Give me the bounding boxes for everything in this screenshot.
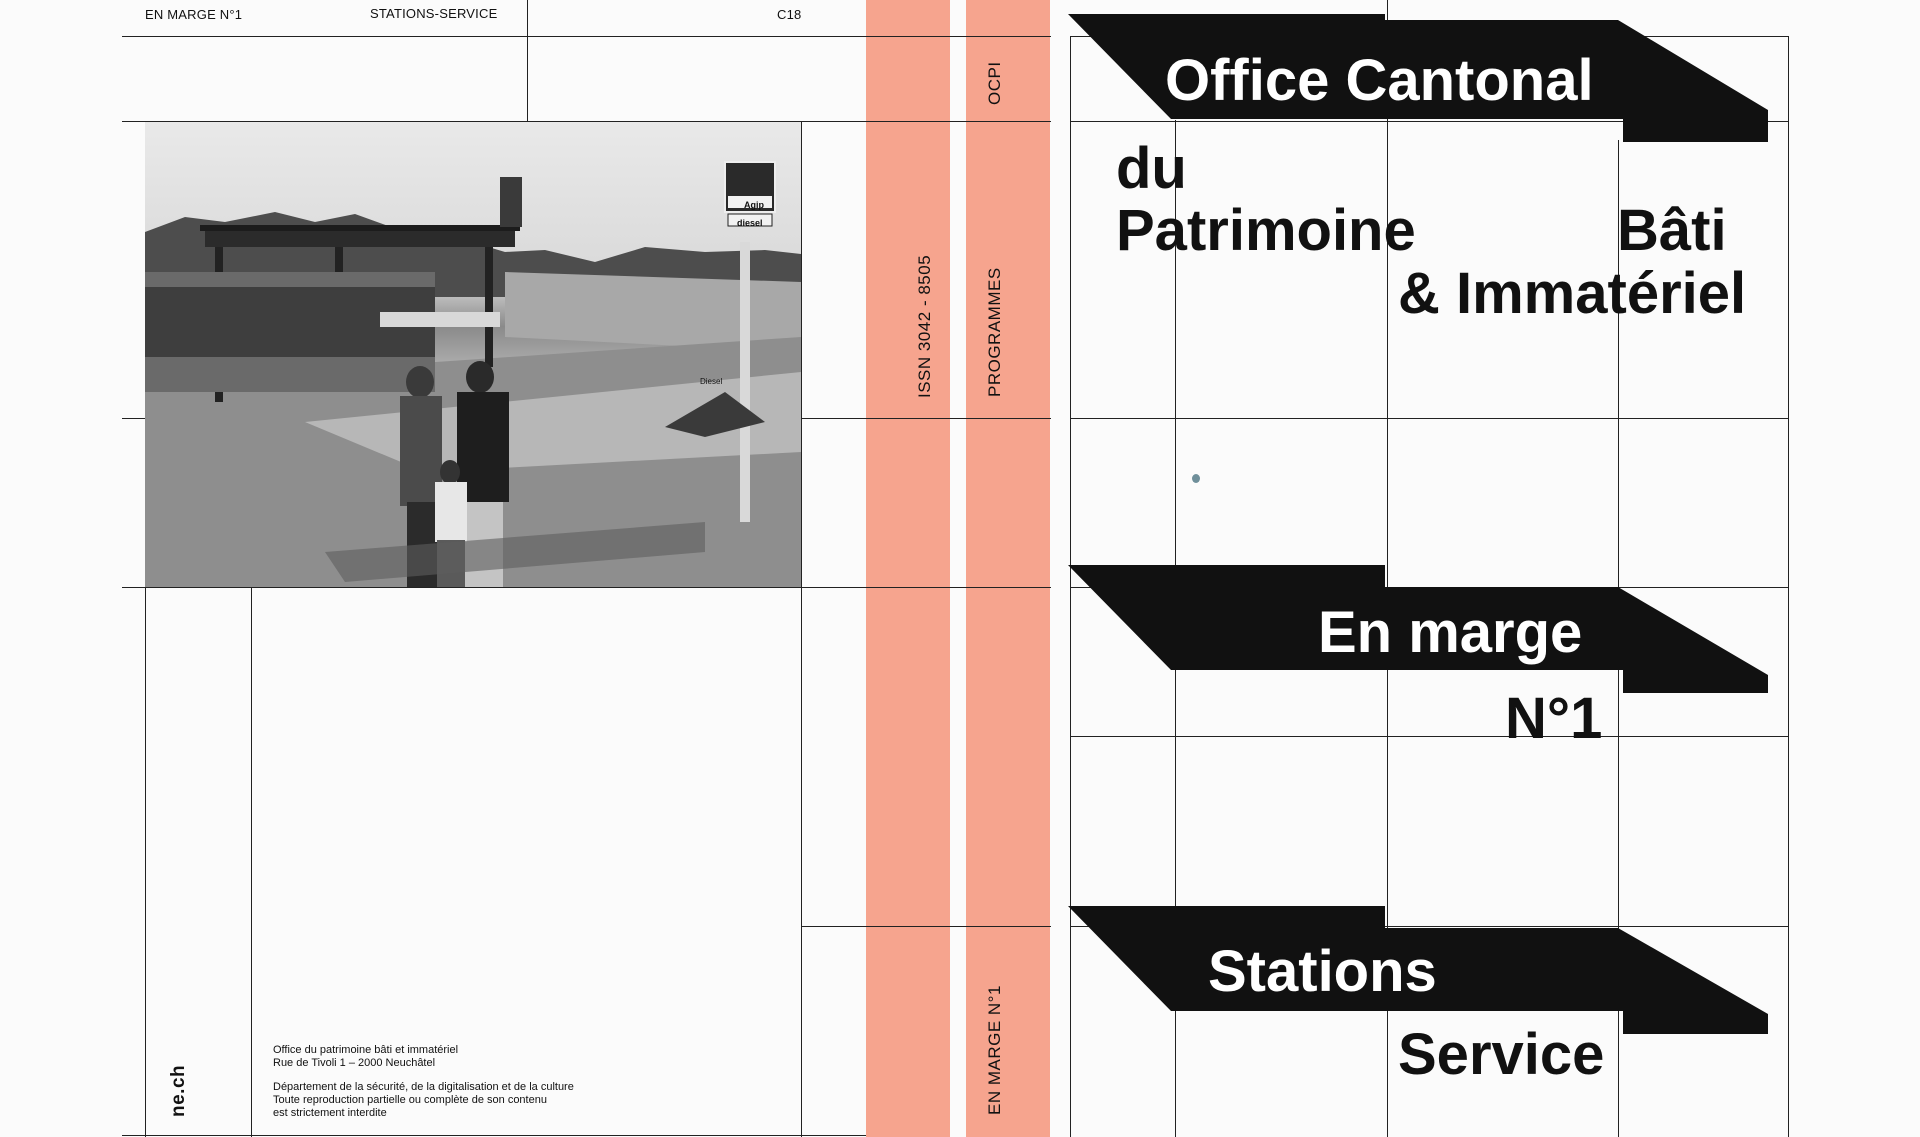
grid-line xyxy=(866,121,1051,122)
header-code: C18 xyxy=(777,7,802,22)
spine-category: PROGRAMMES xyxy=(985,267,1004,397)
title-bati: Bâti xyxy=(1617,198,1727,263)
title-office-cantonal: Office Cantonal xyxy=(1165,48,1594,113)
header-series: EN MARGE N°1 xyxy=(145,7,243,22)
spine-publisher: OCPI xyxy=(985,61,1004,105)
diesel-price-sign: Diesel xyxy=(700,377,723,386)
spine-color-band xyxy=(866,0,950,1137)
header-section: STATIONS-SERVICE xyxy=(370,6,498,21)
colophon-line: Office du patrimoine bâti et immatériel xyxy=(273,1044,459,1056)
grid-line xyxy=(122,1135,866,1136)
colophon-line: Département de la sécurité, de la digitalisation et de la culture xyxy=(273,1081,574,1093)
grid-line xyxy=(1070,418,1788,419)
topic-stations: Stations xyxy=(1208,939,1437,1004)
colophon-line: Rue de Tivoli 1 – 2000 Neuchâtel xyxy=(273,1057,436,1069)
colophon-line: Toute reproduction partielle ou complète de son contenu xyxy=(273,1094,547,1106)
series-number: N°1 xyxy=(1505,686,1603,751)
gas-station-photo xyxy=(145,122,801,587)
title-patrimoine: Patrimoine xyxy=(1116,198,1416,263)
ne-ch-logo: ne.ch xyxy=(168,1064,189,1117)
grid-line xyxy=(122,587,866,588)
colophon xyxy=(273,1044,574,1120)
grid-line xyxy=(866,587,1051,588)
colophon-line: est strictement interdite xyxy=(273,1107,387,1119)
grid-line xyxy=(801,926,866,927)
grid-line xyxy=(1070,736,1788,737)
title-immateriel: & Immatériel xyxy=(1398,261,1747,326)
title-du: du xyxy=(1116,136,1187,201)
grid-line xyxy=(801,122,802,1137)
grid-line xyxy=(866,36,1051,37)
grid-line xyxy=(801,418,866,419)
series-en-marge: En marge xyxy=(1318,600,1583,665)
grid-line xyxy=(1788,36,1789,1137)
grid-line xyxy=(527,0,528,122)
topic-service: Service xyxy=(1398,1022,1605,1087)
spine-color-band xyxy=(966,0,1050,1137)
grid-line xyxy=(122,36,866,37)
stain-mark xyxy=(1192,474,1200,483)
grid-line xyxy=(866,418,1051,419)
grid-line xyxy=(251,587,252,1137)
grid-line xyxy=(866,926,1051,927)
spine-issn: ISSN 3042 - 8505 xyxy=(915,254,934,398)
grid-line xyxy=(122,418,146,419)
spine-issue: EN MARGE N°1 xyxy=(985,985,1004,1115)
diesel-sign: diesel xyxy=(737,218,763,228)
agip-sign: Agip xyxy=(744,200,764,210)
